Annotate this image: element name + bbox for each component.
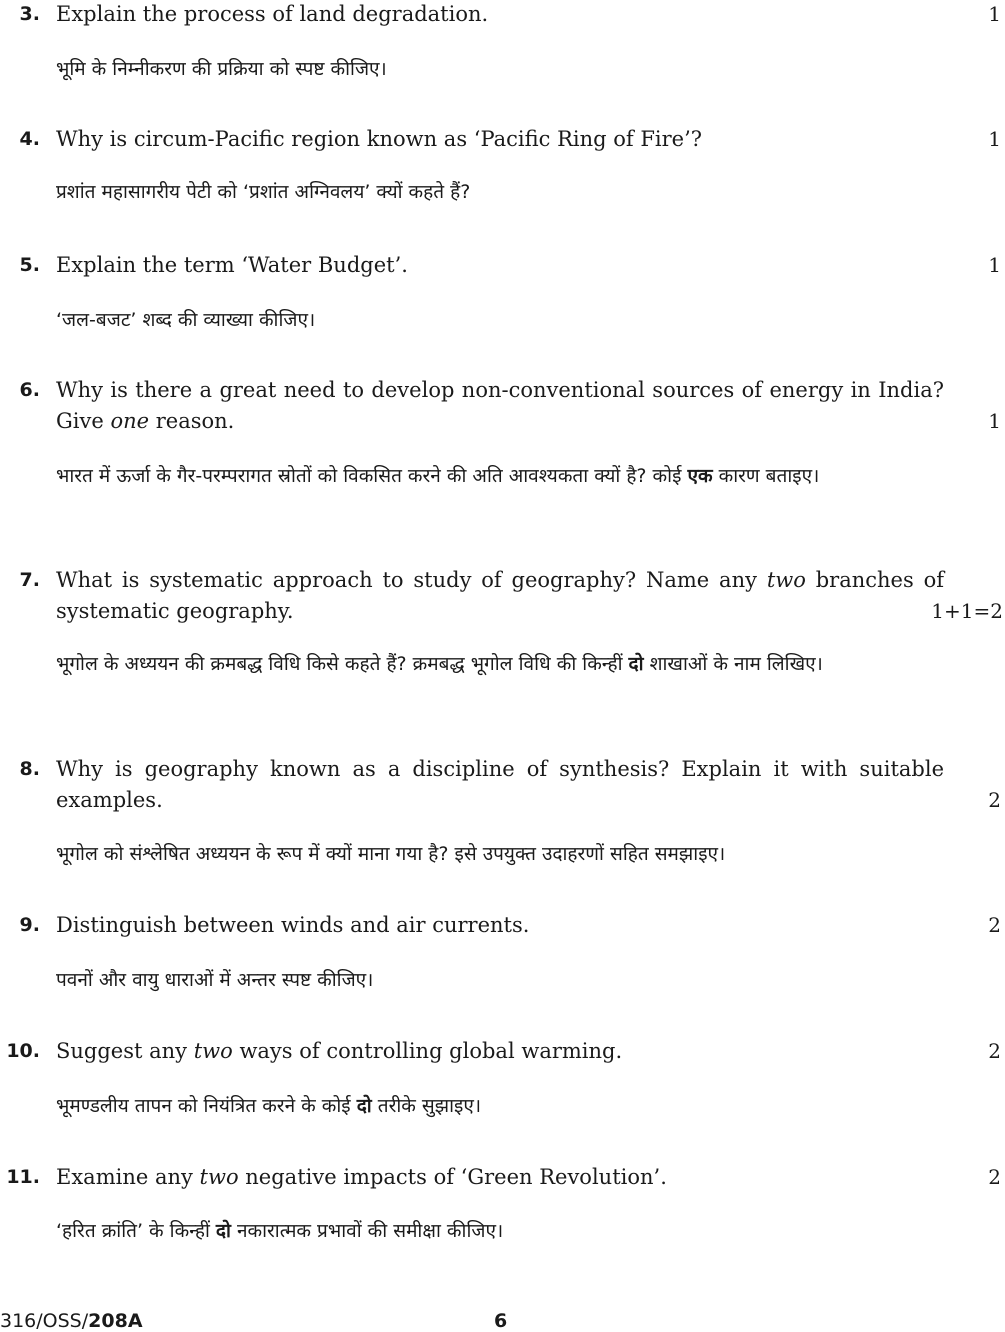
- question-text-english: Explain the term ‘Water Budget’.: [56, 253, 408, 277]
- question-marks: 2: [988, 1039, 1001, 1063]
- question-marks: 2: [988, 913, 1001, 937]
- question-text-hindi: ‘जल-बजट’ शब्द की व्याख्या कीजिए।: [56, 309, 316, 331]
- question-text-hindi: भूगोल के अध्ययन की क्रमबद्ध विधि किसे कहते हैं? क्रमबद्ध भूगोल विधि की किन्हीं दो शाखाओं के नाम लिखिए।: [56, 653, 823, 675]
- question-number: 10.: [6, 1040, 40, 1062]
- question-number: 8.: [19, 758, 40, 780]
- question-text-hindi: प्रशांत महासागरीय पेटी को ‘प्रशांत अग्निवलय’ क्यों कहते हैं?: [56, 181, 471, 203]
- question-text-hindi: भूमि के निम्नीकरण की प्रक्रिया को स्पष्ट कीजिए।: [56, 58, 387, 80]
- question-text-english: Explain the process of land degradation.: [56, 2, 489, 26]
- question-text-english: Why is geography known as a discipline of synthesis? Explain it with suitable examples.: [56, 757, 944, 812]
- question-text-english: Why is circum-Pacific region known as ‘Pacific Ring of Fire’?: [56, 127, 703, 151]
- question-marks: 1: [988, 253, 1001, 277]
- paper-code: 316/OSS/208A: [0, 1310, 143, 1332]
- question-number: 4.: [19, 128, 40, 150]
- question-text-hindi: भूगोल को संश्लेषित अध्ययन के रूप में क्यों माना गया है? इसे उपयुक्त उदाहरणों सहित समझाइए।: [56, 843, 726, 865]
- question-marks: 2: [988, 788, 1001, 812]
- question-marks: 1: [988, 127, 1001, 151]
- question-marks: 1: [988, 409, 1001, 433]
- question-number: 11.: [6, 1166, 40, 1188]
- question-number: 7.: [19, 569, 40, 591]
- question-text-english: Why is there a great need to develop non-conventional sources of energy in India? Give one reason.: [56, 378, 944, 433]
- page-number: 6: [494, 1310, 508, 1332]
- question-text-english: What is systematic approach to study of geography? Name any two branches of systematic geography.: [56, 568, 944, 623]
- question-text-english: Suggest any two ways of controlling global warming.: [56, 1039, 623, 1063]
- question-text-english: Examine any two negative impacts of ‘Green Revolution’.: [56, 1165, 667, 1189]
- question-marks: 2: [988, 1165, 1001, 1189]
- question-text-hindi: ‘हरित क्रांति’ के किन्हीं दो नकारात्मक प्रभावों की समीक्षा कीजिए।: [56, 1220, 504, 1242]
- question-number: 5.: [19, 254, 40, 276]
- question-marks: 1: [988, 2, 1001, 26]
- question-text-hindi: पवनों और वायु धाराओं में अन्तर स्पष्ट कीजिए।: [56, 969, 374, 991]
- question-text-hindi: भारत में ऊर्जा के गैर-परम्परागत स्रोतों को विकसित करने की अति आवश्यकता क्यों है? कोई एक कारण बताइए।: [56, 465, 820, 487]
- question-text-english: Distinguish between winds and air currents.: [56, 913, 530, 937]
- question-text-hindi: भूमण्डलीय तापन को नियंत्रित करने के कोई दो तरीके सुझाइए।: [56, 1095, 482, 1117]
- question-number: 6.: [19, 379, 40, 401]
- question-number: 9.: [19, 914, 40, 936]
- question-number: 3.: [19, 3, 40, 25]
- question-marks: 1+1=2: [931, 599, 1003, 623]
